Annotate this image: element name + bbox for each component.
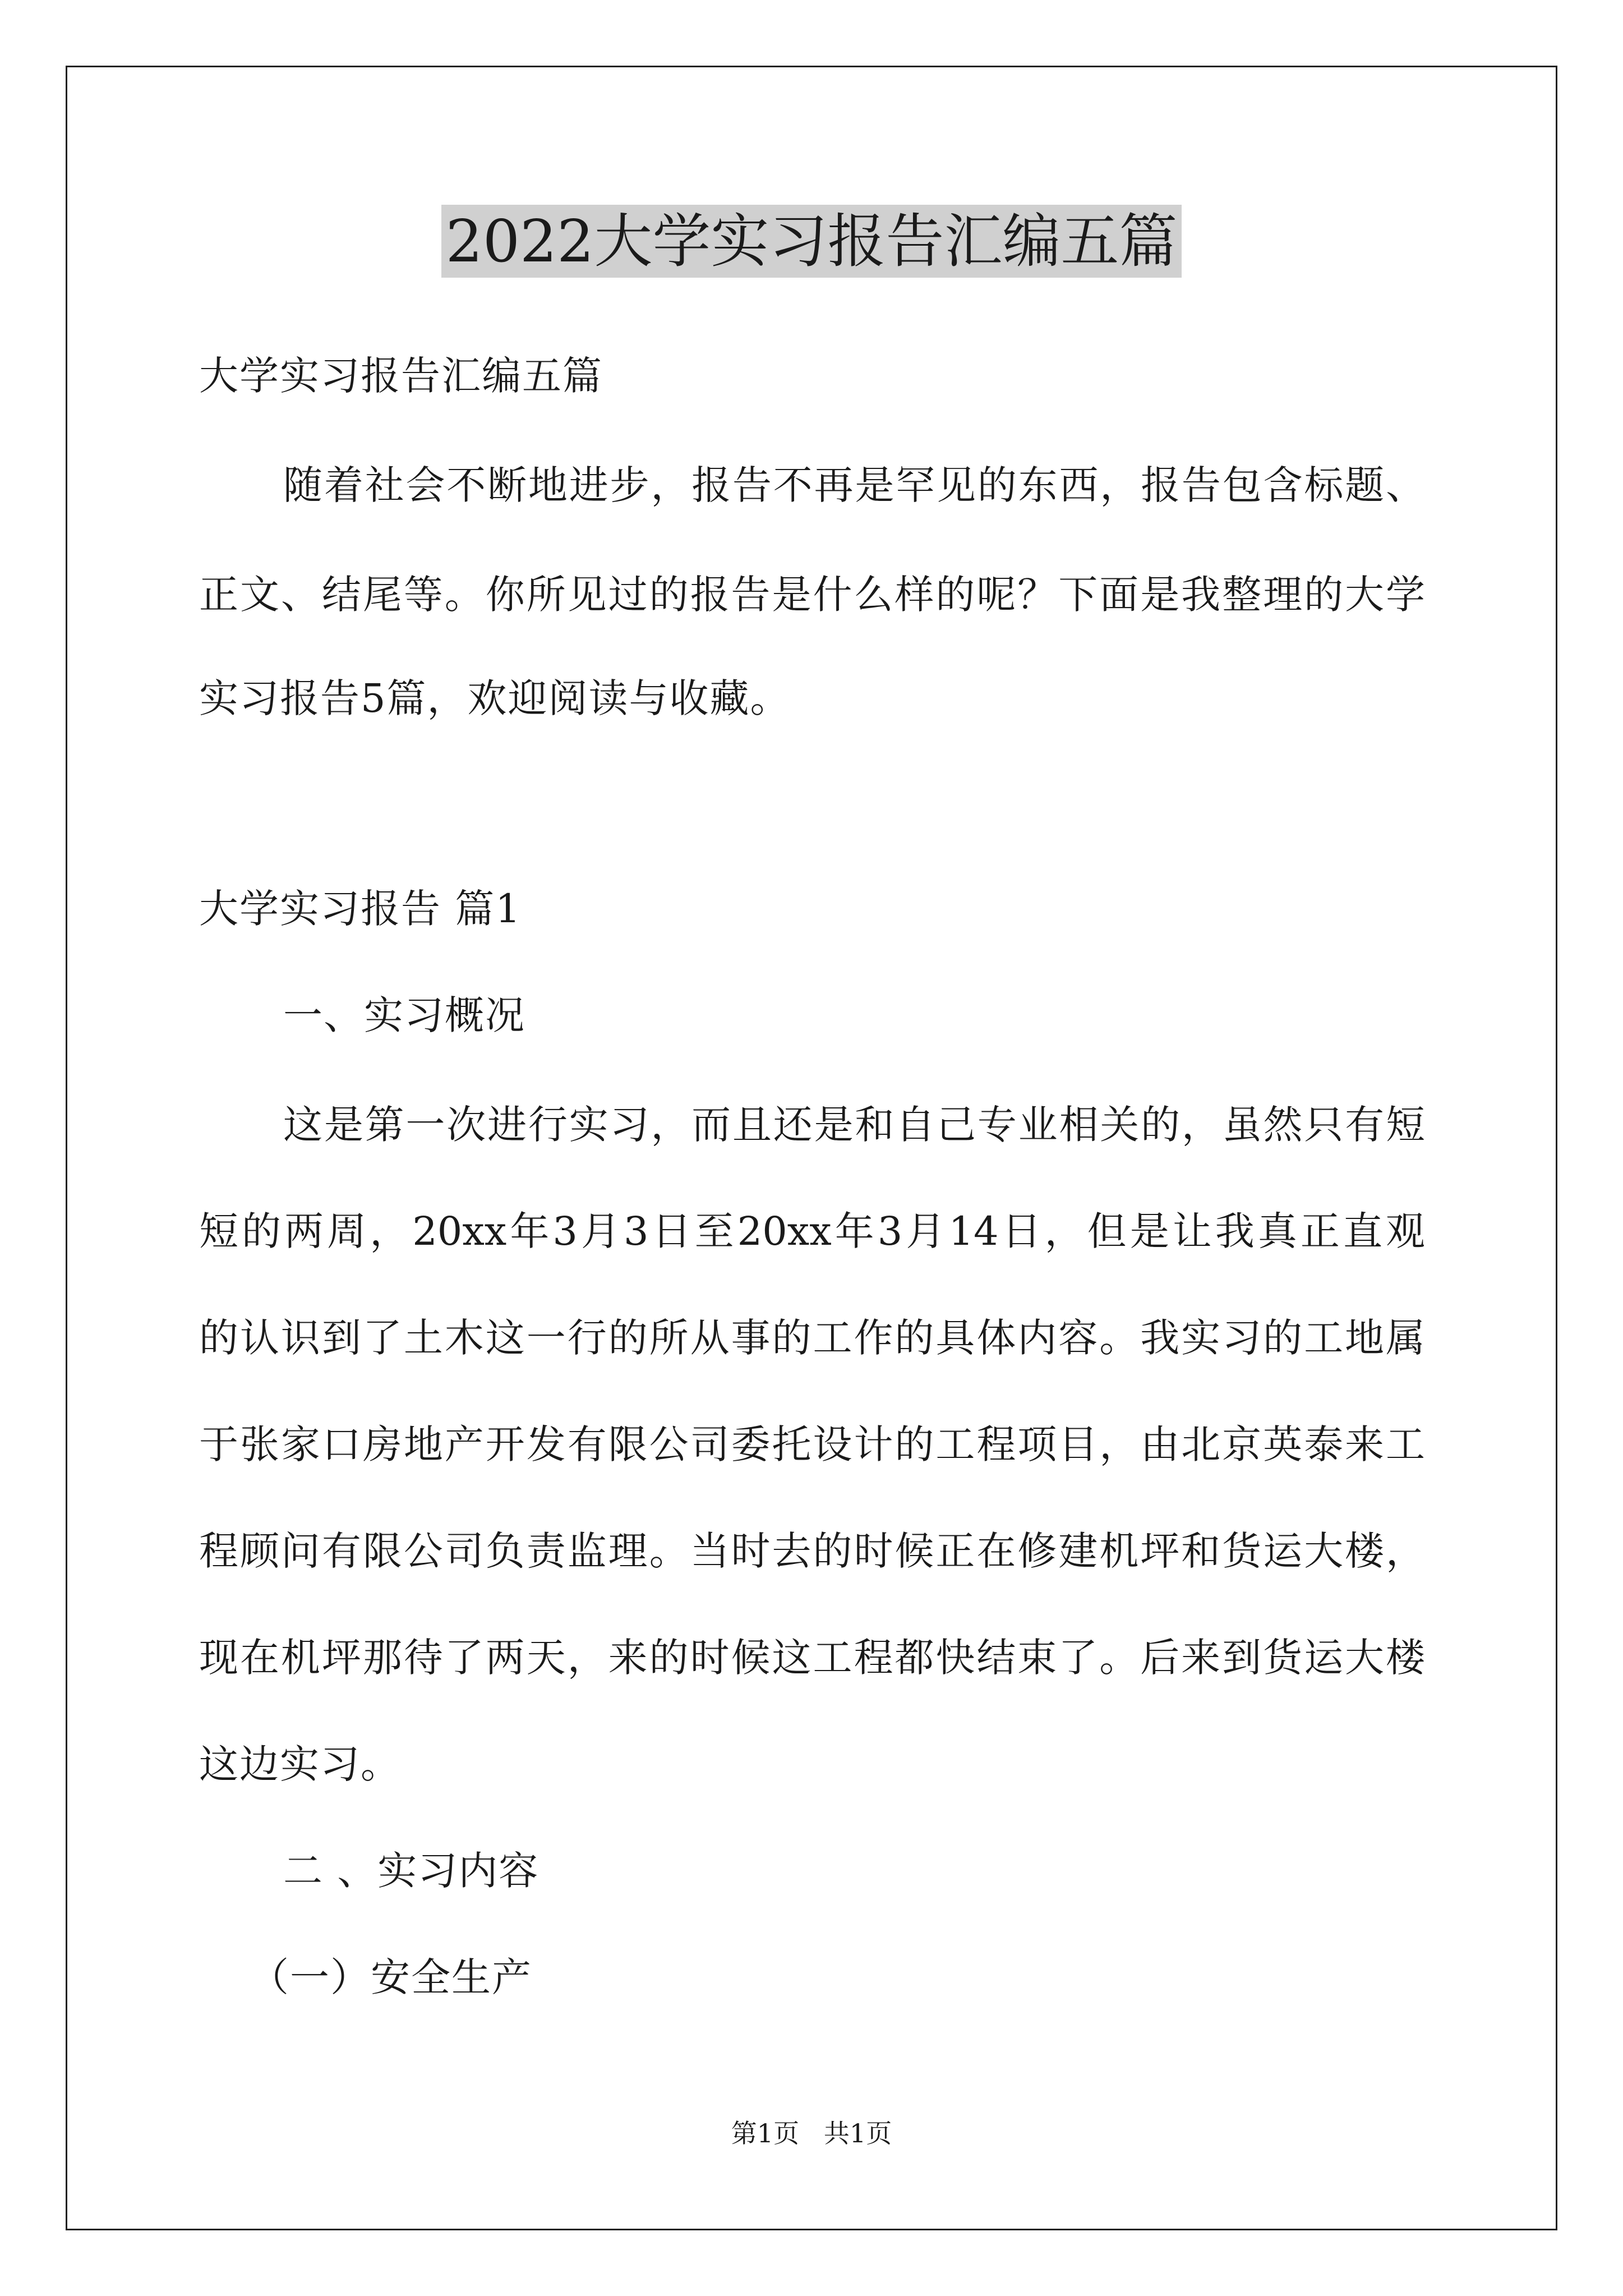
part1-heading: 一、实习概况 xyxy=(283,992,525,1038)
intro-line-3: 实习报告5篇，欢迎阅读与收藏。 xyxy=(199,675,791,721)
intro-line-1: 随着社会不断地进步，报告不再是罕见的东西，报告包含标题、 xyxy=(283,462,1425,508)
document-subtitle: 大学实习报告汇编五篇 xyxy=(199,353,603,399)
part1-line-6: 现在机坪那待了两天，来的时候这工程都快结束了。后来到货运大楼 xyxy=(199,1635,1425,1681)
part1-line-2: 短的两周，20xx年3月3日至20xx年3月14日，但是让我真正直观 xyxy=(199,1208,1425,1254)
document-title-text: 2022大学实习报告汇编五篇 xyxy=(441,205,1182,278)
section-heading: 大学实习报告 篇1 xyxy=(199,886,522,932)
intro-line-2: 正文、结尾等。你所见过的报告是什么样的呢？下面是我整理的大学 xyxy=(199,572,1425,618)
part1-line-4: 于张家口房地产开发有限公司委托设计的工程项目，由北京英泰来工 xyxy=(199,1421,1425,1467)
document-title xyxy=(0,199,1623,283)
part1-line-1: 这是第一次进行实习，而且还是和自己专业相关的，虽然只有短 xyxy=(283,1102,1425,1148)
part1-line-7: 这边实习。 xyxy=(199,1741,401,1787)
part1-line-5: 程顾问有限公司负责监理。当时去的时候正在修建机坪和货运大楼， xyxy=(199,1528,1425,1574)
part2-heading: 二 、实习内容 xyxy=(283,1848,540,1894)
part2-sub-heading: （一）安全生产 xyxy=(250,1954,532,2000)
page-number-footer: 第1页 共1页 xyxy=(731,2118,892,2148)
part1-line-3: 的认识到了土木这一行的所从事的工作的具体内容。我实习的工地属 xyxy=(199,1315,1425,1361)
